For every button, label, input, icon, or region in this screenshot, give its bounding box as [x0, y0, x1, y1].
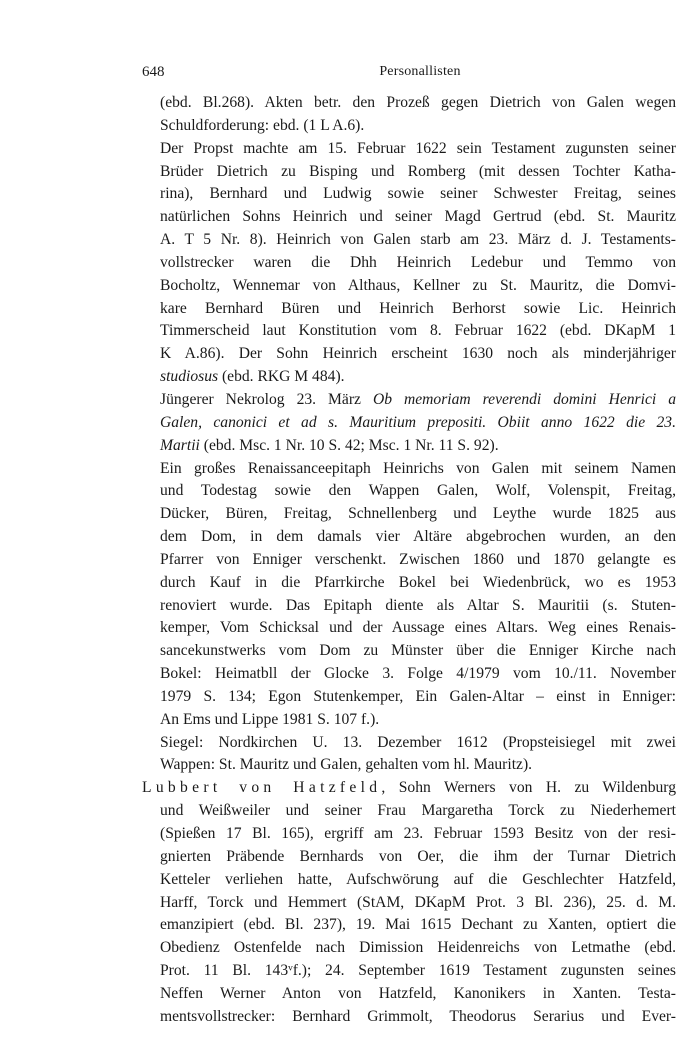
text-line: rina), Bernhard und Ludwig sowie seiner Schwester Freitag, seines	[160, 185, 676, 203]
text-line: K A.86). Der Sohn Heinrich erscheint 1630 noch als minderjähriger	[160, 345, 676, 363]
text-line: Wappen: St. Mauritz und Galen, gehalten vom hl. Mauritz).	[160, 756, 533, 774]
text-fragment: Jüngerer Nekrolog 23. März	[160, 390, 373, 408]
text-line: und Weißweiler und seiner Frau Margaretha Torck zu Niederhemert	[160, 802, 676, 820]
text-line	[160, 412, 676, 435]
text-line: Brüder Dietrich zu Bisping und Romberg (mit dessen Tochter Katha-	[160, 162, 676, 180]
text-line: durch Kauf in die Pfarrkirche Bokel bei Wiedenbrück, wo es 1953	[160, 573, 676, 591]
text-line: vollstrecker waren die Dhh Heinrich Ledebur und Temmo von	[160, 253, 676, 271]
text-line: Ein großes Renaissanceepitaph Heinrichs von Galen mit seinem Namen	[160, 459, 676, 477]
text-line	[160, 435, 676, 458]
text-line	[160, 389, 676, 412]
text-line	[160, 366, 676, 389]
text-line: gnierten Präbende Bernhards von Oer, die ihm der Turnar Dietrich	[160, 847, 676, 865]
italic-term: studiosus	[160, 368, 219, 386]
text-line: 1979 S. 134; Egon Stutenkemper, Ein Galen-Altar – einst in Enniger:	[160, 687, 676, 705]
italic-quote: Ob memoriam reverendi domini Henrici a	[372, 390, 676, 408]
text-line: Schuldforderung: ebd. (1 L A.6).	[160, 116, 365, 134]
text-line: (Spießen 17 Bl. 165), ergriff am 23. Februar 1593 Besitz von der resi-	[160, 825, 676, 842]
running-head: Personallisten	[379, 64, 461, 79]
italic-quote: Galen, canonici et ad s. Mauritium prepositi. Obiit anno 1622 die 23.	[160, 413, 676, 431]
text-line: A. T 5 Nr. 8). Heinrich von Galen starb am 23. März d. J. Testaments-	[160, 231, 676, 249]
text-line: und Todestag sowie den Wappen Galen, Wolf, Volenspit, Freitag,	[160, 482, 676, 500]
text-fragment: (ebd. RKG M 484).	[218, 368, 345, 386]
text-line: Prot. 11 Bl. 143ᵛf.); 24. September 1619 Testament zugunsten seines	[160, 962, 676, 980]
text-line: kare Bernhard Büren und Heinrich Berhorst sowie Lic. Heinrich	[160, 299, 676, 317]
text-line: Dücker, Büren, Freitag, Schnellenberg und Leythe wurde 1825 aus	[160, 505, 676, 523]
person-name: Lubbert von Hatzfeld	[142, 779, 382, 797]
text-line: Obedienz Ostenfelde nach Dimission Heidenreichs von Letmathe (ebd.	[160, 939, 676, 957]
page-number: 648	[142, 64, 165, 80]
text-line: mentsvollstrecker: Bernhard Grimmolt, Theodorus Serarius und Ever-	[160, 1007, 676, 1025]
text-line: renoviert wurde. Das Epitaph diente als Altar S. Mauritii (s. Stuten-	[160, 596, 676, 614]
text-line: sancekunstwerks vom Dom zu Münster über die Enniger Kirche nach	[160, 642, 676, 660]
italic-quote: Martii	[160, 436, 200, 454]
body-text	[142, 92, 676, 1029]
text-fragment: , Sohn Werners von H. zu Wildenburg	[381, 779, 676, 797]
entry-heading-line	[142, 777, 676, 800]
text-line: Bocholtz, Wennemar von Althaus, Kellner zu St. Mauritz, die Domvi-	[160, 276, 676, 294]
text-line: Neffen Werner Anton von Hatzfeld, Kanonikers in Xanten. Testa-	[160, 984, 676, 1002]
text-line: Harff, Torck und Hemmert (StAM, DKapM Prot. 3 Bl. 236), 25. d. M.	[160, 893, 676, 911]
text-fragment: (ebd. Msc. 1 Nr. 10 S. 42; Msc. 1 Nr. 11 S. 92).	[199, 436, 499, 454]
text-line: emanzipiert (ebd. Bl. 237), 19. Mai 1615 Dechant zu Xanten, optiert die	[160, 916, 676, 934]
text-line: An Ems und Lippe 1981 S. 107 f.).	[160, 710, 380, 728]
text-line: Timmerscheid laut Konstitution vom 8. Februar 1622 (ebd. DKapM 1	[160, 322, 676, 340]
text-line: kemper, Vom Schicksal und der Aussage eines Altars. Weg eines Renais-	[160, 619, 676, 637]
text-line: Siegel: Nordkirchen U. 13. Dezember 1612 (Propsteisiegel mit zwei	[160, 733, 676, 751]
text-line: Der Propst machte am 15. Februar 1622 sein Testament zugunsten seiner	[160, 139, 676, 157]
text-line: Bokel: Heimatbll der Glocke 3. Folge 4/1979 vom 10./11. November	[160, 665, 676, 683]
text-line: dem Dom, in dem damals vier Altäre abgebrochen wurden, an den	[160, 528, 676, 546]
text-line: natürlichen Sohns Heinrich und seiner Magd Gertrud (ebd. St. Mauritz	[160, 208, 676, 226]
text-line: Ketteler verliehen hatte, Aufschwörung auf die Geschlechter Hatzfeld,	[160, 870, 676, 888]
text-line: (ebd. Bl.268). Akten betr. den Prozeß gegen Dietrich von Galen wegen	[160, 94, 676, 111]
text-line: Pfarrer von Enniger verschenkt. Zwischen 1860 und 1870 gelangte es	[160, 550, 676, 568]
